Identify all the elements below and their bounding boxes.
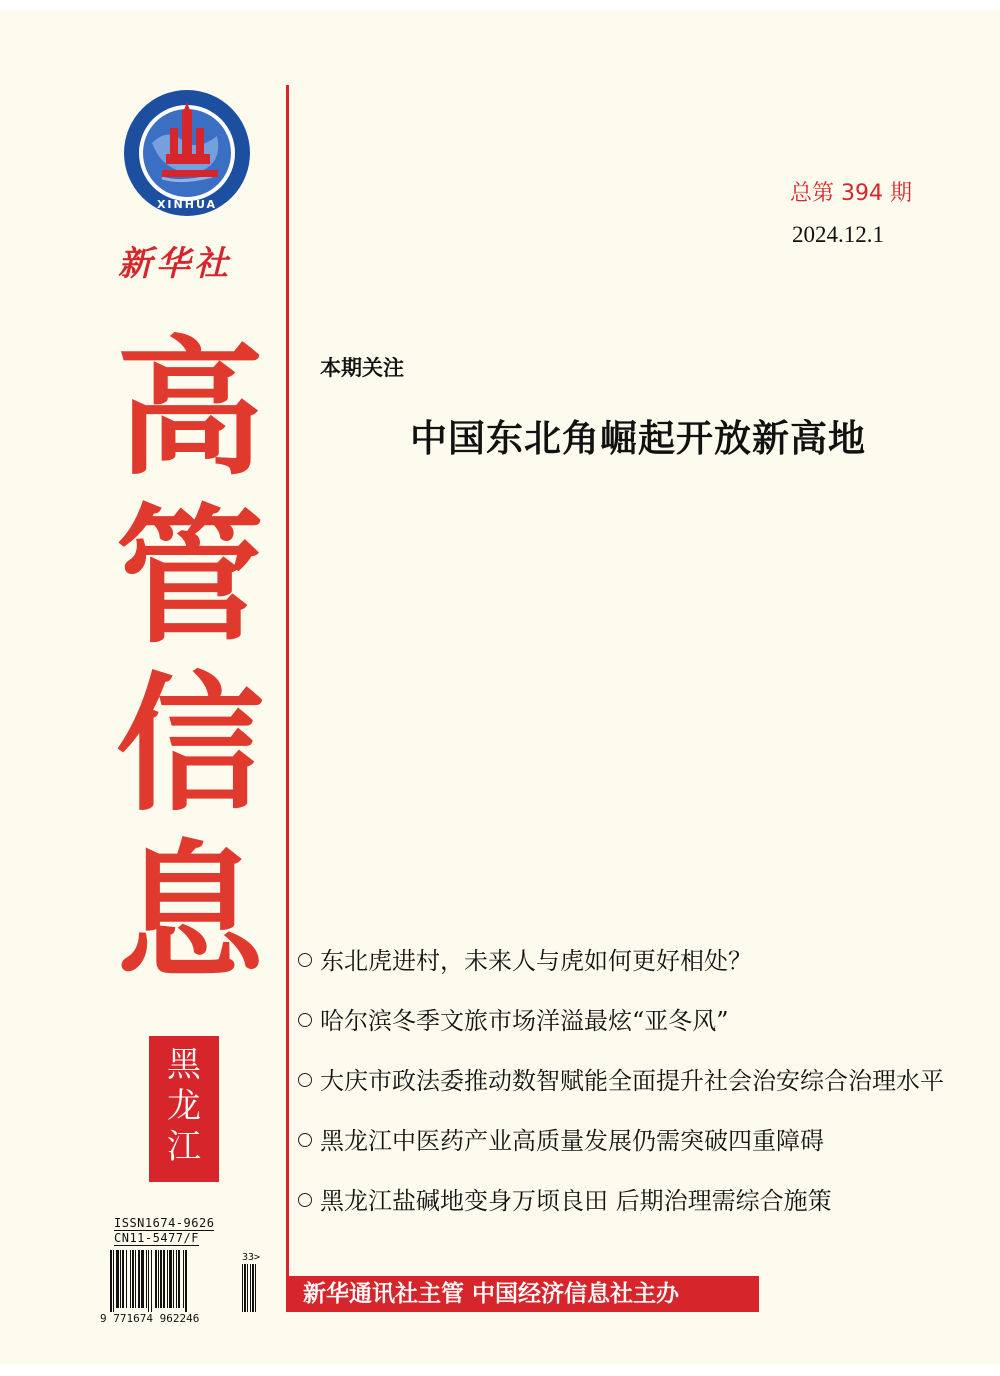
barcode-bar [126,1250,127,1308]
masthead-char: 高 [116,323,264,495]
barcode-addon-bars [242,1264,256,1312]
issue-date: 2024.12.1 [792,222,884,247]
region-char: 江 [167,1127,201,1167]
barcode-bar [169,1250,172,1308]
barcode-addon-bar [252,1264,254,1312]
cn-number: CN11-5477/F [114,1231,199,1245]
barcode-bar [116,1250,119,1308]
barcode-bar [148,1250,149,1312]
barcode-addon-bar [242,1264,243,1312]
circle-bullet-icon [298,953,312,967]
masthead-char: 信 [116,659,264,831]
masthead-title [110,325,270,997]
magazine-cover [0,10,1000,1364]
barcode-bar [146,1250,147,1308]
headline-list [298,928,988,1228]
barcode-bar [132,1250,134,1308]
barcode-bar [163,1250,165,1308]
barcode-addon-bar [244,1264,246,1312]
barcode-bar [120,1250,121,1308]
headline-text: 黑龙江盐碱地变身万顷良田 后期治理需综合施策 [320,1186,832,1215]
barcode-bar [183,1250,184,1308]
barcode-addon-bar [247,1264,248,1312]
region-char: 黑 [167,1045,201,1085]
barcode-addon-digits: 33> [242,1252,261,1263]
barcode-bar [155,1250,157,1308]
circle-bullet-icon [298,1073,312,1087]
barcode-bar [167,1250,168,1308]
barcode-bar [176,1250,177,1308]
xinhua-logo-icon [122,88,252,218]
barcode-bar [135,1250,136,1308]
issue-number-label: 总第 394 期 [790,181,912,206]
masthead-char: 管 [116,491,264,663]
barcode-bar [178,1250,180,1308]
barcode-bar [158,1250,159,1308]
barcode-bar [160,1250,162,1308]
barcode-bar [130,1250,131,1308]
issn-block [114,1216,214,1246]
barcode-bars [110,1250,187,1312]
headline-text: 哈尔滨冬季文旅市场洋溢最炫“亚冬风” [320,1006,729,1035]
agency-name: 新华社 [118,244,232,284]
barcode-bar [141,1250,144,1308]
barcode-bar [113,1250,114,1312]
headline-item [298,988,988,1048]
headline-text: 黑龙江中医药产业高质量发展仍需突破四重障碍 [320,1126,824,1155]
headline-text: 东北虎进村，未来人与虎如何更好相处？ [320,946,752,975]
region-char: 龙 [167,1086,201,1126]
circle-bullet-icon [298,1193,312,1207]
barcode-bar [173,1250,174,1308]
logo-ring-text: XINHUA [156,198,218,211]
circle-bullet-icon [298,1133,312,1147]
headline-text: 大庆市政法委推动数智赋能全面提升社会治安综合治理水平 [320,1066,944,1095]
barcode-addon-bar [255,1264,256,1312]
barcode [100,1250,280,1325]
barcode-bar [110,1250,112,1312]
issue-number [790,176,912,207]
barcode-digits: 9 771674 962246 [100,1312,200,1325]
barcode-addon-bar [250,1264,251,1312]
vertical-rule [286,85,289,1312]
circle-bullet-icon [298,1013,312,1027]
headline-item [298,1168,988,1228]
focus-label: 本期关注 [320,355,404,380]
focus-title: 中国东北角崛起开放新高地 [410,416,866,460]
headline-item [298,1048,988,1108]
barcode-bar [122,1250,124,1308]
headline-item [298,1108,988,1168]
headline-item [298,928,988,988]
barcode-bar [185,1250,187,1312]
barcode-bar [138,1250,140,1308]
publisher-bar: 新华通讯社主管 中国经济信息社主办 [289,1276,759,1312]
masthead-char: 息 [116,827,264,999]
barcode-bar [151,1250,152,1312]
issn-number: ISSN1674-9626 [114,1216,215,1230]
region-badge [149,1036,219,1182]
